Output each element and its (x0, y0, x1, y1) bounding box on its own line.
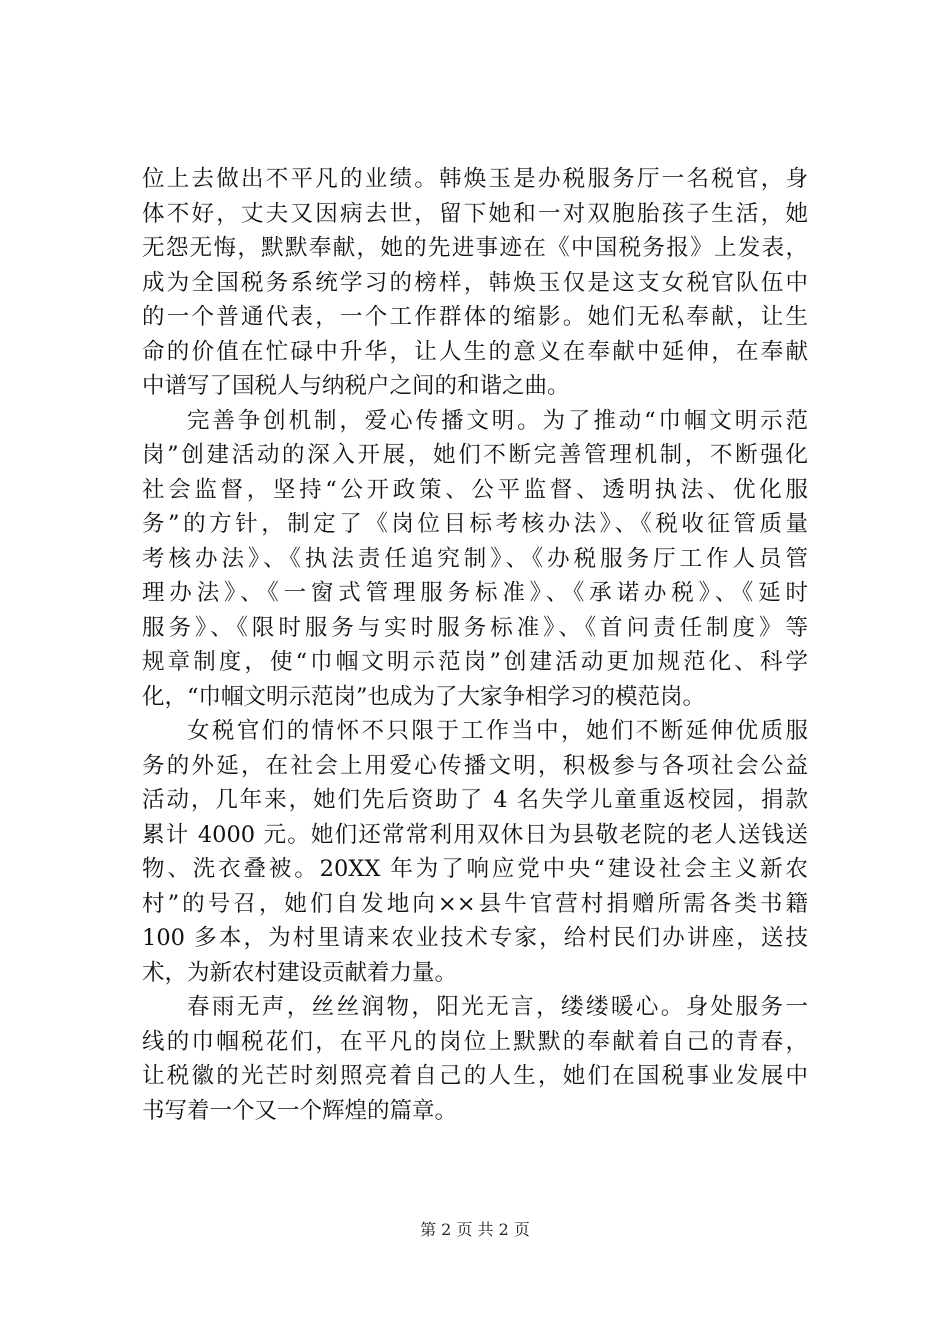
text-line: 体不好，丈夫又因病去世，留下她和一对双胞胎孩子生活，她 (142, 200, 808, 227)
text-line: 线的巾帼税花们，在平凡的岗位上默默的奉献着自己的青春， (142, 1028, 808, 1055)
text-line: 术，为新农村建设贡献着力量。 (142, 959, 458, 986)
page-footer: 第 2 页 共 2 页 (420, 1220, 530, 1239)
text-line: 无怨无悔，默默奉献，她的先进事迹在《中国税务报》上发表， (142, 235, 808, 261)
text-line: 完善争创机制，爱心传播文明。为了推动“巾帼文明示范 (187, 407, 808, 434)
text-line: 春雨无声，丝丝润物，阳光无言，缕缕暖心。身处服务一 (187, 994, 808, 1020)
text-line: 岗”创建活动的深入开展，她们不断完善管理机制，不断强化 (142, 442, 808, 468)
text-line: 让税徽的光芒时刻照亮着自己的人生，她们在国税事业发展中 (142, 1063, 808, 1089)
text-line: 务的外延，在社会上用爱心传播文明，积极参与各项社会公益 (142, 752, 808, 779)
text-line: 服务》、《限时服务与实时服务标准》、《首问责任制度》等 (142, 614, 808, 641)
text-line: 物、洗衣叠被。20XX 年为了响应党中央“建设社会主义新农 (142, 856, 808, 882)
text-line: 100 多本，为村里请来农业技术专家，给村民们办讲座，送技 (142, 925, 808, 951)
paragraph (142, 714, 808, 990)
text-line: 务”的方针，制定了《岗位目标考核办法》、《税收征管质量 (142, 511, 808, 537)
text-line: 化，“巾帼文明示范岗”也成为了大家争相学习的模范岗。 (142, 683, 706, 710)
text-line: 的一个普通代表，一个工作群体的缩影。她们无私奉献，让生 (142, 304, 808, 330)
paragraph (142, 990, 808, 1128)
text-line: 成为全国税务系统学习的榜样，韩焕玉仅是这支女税官队伍中 (142, 269, 808, 296)
text-line: 村”的号召，她们自发地向××县牛官营村捐赠所需各类书籍 (142, 890, 808, 917)
text-line: 累计 4000 元。她们还常常利用双休日为县敬老院的老人送钱送 (142, 821, 808, 848)
paragraph (142, 404, 808, 715)
text-line: 理办法》、《一窗式管理服务标准》、《承诺办税》、《延时 (142, 580, 808, 606)
text-line: 命的价值在忙碌中升华，让人生的意义在奉献中延伸，在奉献 (142, 338, 808, 365)
text-line: 活动，几年来，她们先后资助了 4 名失学儿童重返校园，捐款 (142, 787, 808, 813)
text-line: 中谱写了国税人与纳税户之间的和谐之曲。 (142, 373, 570, 399)
document-body (142, 162, 808, 1128)
text-line: 考核办法》、《执法责任追究制》、《办税服务厅工作人员管 (142, 545, 808, 572)
paragraph (142, 162, 808, 404)
text-line: 位上去做出不平凡的业绩。韩焕玉是办税服务厅一名税官，身 (142, 166, 808, 192)
text-line: 书写着一个又一个辉煌的篇章。 (142, 1097, 458, 1124)
text-line: 社会监督，坚持“公开政策、公平监督、透明执法、优化服 (142, 476, 808, 503)
text-line: 女税官们的情怀不只限于工作当中，她们不断延伸优质服 (187, 718, 808, 744)
text-line: 规章制度，使“巾帼文明示范岗”创建活动更加规范化、科学 (142, 649, 808, 675)
